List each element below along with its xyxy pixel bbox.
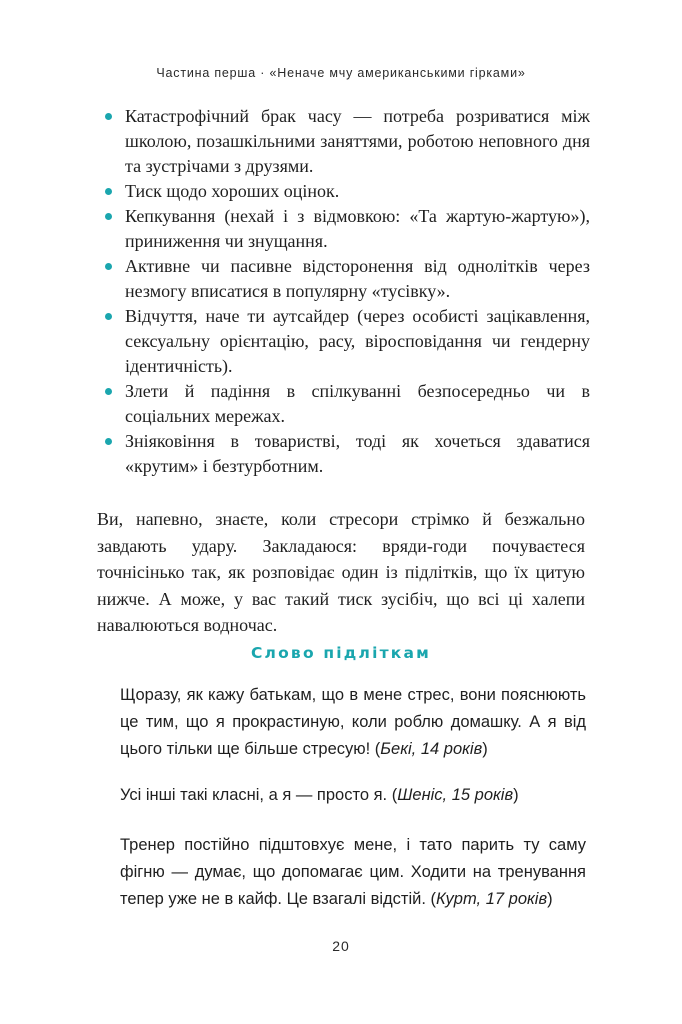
list-item-text: Злети й падіння в спілкуванні безпосередньо чи в соціальних мережах. bbox=[125, 381, 590, 426]
quote-close: ) bbox=[547, 890, 553, 908]
quote-text: Тренер постійно підштовхує мене, і тато парить ту саму фігню — думає, що допомагає цим. Ходити на тренування тепер уже не в кайф. Це взагалі відстій. ( bbox=[120, 836, 586, 908]
quote-author: Шеніс, 15 років bbox=[397, 786, 514, 804]
bullet-dot-icon bbox=[105, 188, 112, 195]
list-item-text: Тиск щодо хороших оцінок. bbox=[125, 181, 340, 201]
running-head: Частина перша · «Неначе мчу американськими гірками» bbox=[156, 66, 526, 80]
quote-text: Усі інші такі класні, а я — просто я. ( bbox=[120, 786, 398, 804]
teen-quote bbox=[120, 782, 586, 809]
teen-quote bbox=[120, 682, 586, 763]
quote-text: Щоразу, як кажу батькам, що в мене стрес, вони пояснюють це тим, що я прокрастиную, коли роблю домашку. А я від цього тільки ще більше стресую! ( bbox=[120, 686, 586, 758]
bullet-dot-icon bbox=[105, 213, 112, 220]
list-item-text: Відчуття, наче ти аутсайдер (через особисті зацікавлення, сексуальну орієнтацію, расу, віросповідання чи гендерну ідентичність). bbox=[125, 306, 590, 376]
list-item bbox=[100, 429, 590, 479]
page-number: 20 bbox=[332, 938, 350, 954]
bullet-dot-icon bbox=[105, 313, 112, 320]
bullet-dot-icon bbox=[105, 438, 112, 445]
list-item-text: Катастрофічний брак часу — потреба розриватися між школою, позашкільними заняттями, роботою неповного дня та зустрічами з друзями. bbox=[125, 106, 590, 176]
list-item bbox=[100, 379, 590, 429]
list-item-text: Активне чи пасивне відсторонення від однолітків через незмогу вписатися в популярну «тусівку». bbox=[125, 256, 590, 301]
list-item bbox=[100, 179, 590, 204]
body-paragraph: Ви, напевно, знаєте, коли стресори стрімко й безжально завдають удару. Закладаюся: вряди-годи почуваєтеся точнісінько так, як розповідає один із підлітків, що їх цитую нижче. А може, у вас такий тиск зусібіч, що всі ці халепи навалюються водночас. bbox=[97, 509, 585, 635]
quote-close: ) bbox=[513, 786, 519, 804]
stressor-list bbox=[100, 104, 590, 479]
quote-close: ) bbox=[482, 740, 488, 758]
list-item bbox=[100, 304, 590, 379]
bullet-dot-icon bbox=[105, 113, 112, 120]
quote-author: Курт, 17 років bbox=[436, 890, 548, 908]
section-title: Слово підліткам bbox=[250, 644, 432, 662]
quote-author: Бекі, 14 років bbox=[380, 740, 483, 758]
list-item-text: Кепкування (нехай і з відмовкою: «Та жартую-жартую»), приниження чи знущання. bbox=[125, 206, 590, 251]
bullet-dot-icon bbox=[105, 388, 112, 395]
list-item bbox=[100, 254, 590, 304]
list-item-text: Зніяковіння в товаристві, тоді як хочеться здаватися «крутим» і безтурботним. bbox=[125, 431, 590, 476]
list-item bbox=[100, 104, 590, 179]
list-item bbox=[100, 204, 590, 254]
bullet-dot-icon bbox=[105, 263, 112, 270]
teen-quote bbox=[120, 832, 586, 913]
